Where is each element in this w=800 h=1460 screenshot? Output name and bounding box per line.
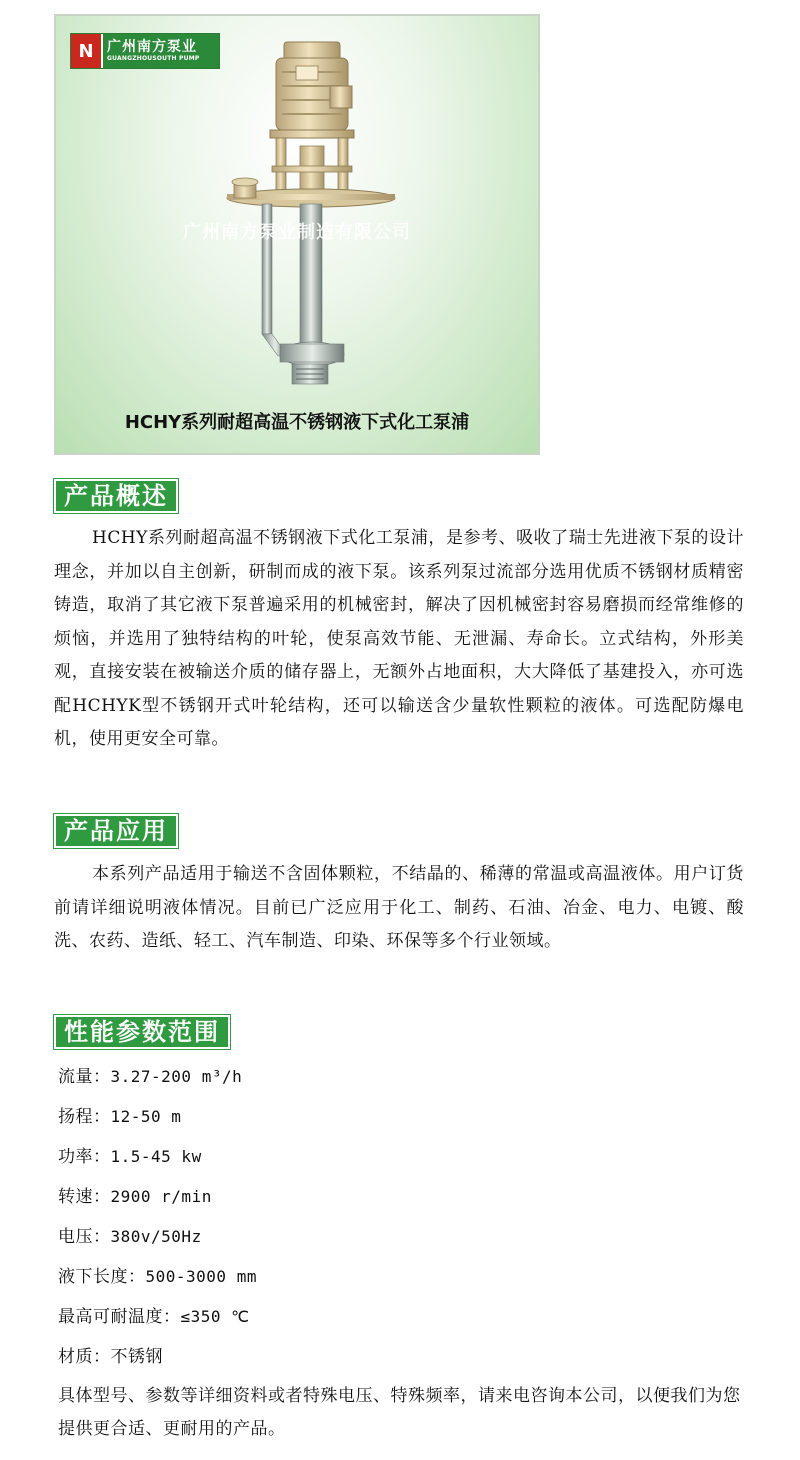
spec-item (58, 1301, 748, 1341)
logo-mark: N (71, 34, 103, 68)
spec-value: 12-50 m (110, 1107, 182, 1126)
contact-note: 具体型号、参数等详细资料或者特殊电压、特殊频率，请来电咨询本公司，以便我们为您提供更合适、更耐用的产品。 (58, 1386, 741, 1439)
product-image-card (54, 14, 540, 455)
spec-label: 转速： (58, 1187, 111, 1207)
spec-value: ≤350 ℃ (180, 1307, 250, 1326)
spec-value: 3.27-200 m³/h (110, 1067, 243, 1086)
spec-item (58, 1221, 748, 1261)
spec-value: 500-3000 mm (145, 1267, 257, 1286)
spec-value: 不锈钢 (110, 1347, 163, 1367)
spec-label: 功率： (58, 1147, 111, 1167)
spec-value: 1.5-45 kw (110, 1147, 202, 1166)
logo-text (103, 34, 219, 68)
spec-item (58, 1101, 748, 1141)
company-logo (70, 33, 220, 69)
application-heading: 产品应用 (54, 814, 178, 848)
spec-label: 扬程： (58, 1107, 111, 1127)
product-caption: HCHY系列耐超高温不锈钢液下式化工泵浦 (124, 412, 470, 433)
specs-heading: 性能参数范围 (54, 1015, 230, 1049)
spec-label: 材质： (58, 1347, 111, 1367)
spec-item (58, 1061, 748, 1101)
spec-list (58, 1061, 748, 1381)
application-text: 本系列产品适用于输送不含固体颗粒，不结晶的、稀薄的常温或高温液体。用户订货前请详细说明液体情况。目前已广泛应用于化工、制药、石油、冶金、电力、电镀、酸洗、农药、造纸、轻工、汽车制造、印染、环保等多个行业领域。 (54, 864, 744, 951)
company-watermark: 广州南方泵业制造有限公司 (183, 222, 411, 243)
overview-heading: 产品概述 (54, 479, 178, 513)
logo-english-name: GUANGZHOUSOUTH PUMP (107, 55, 200, 62)
logo-chinese-name: 广州南方泵业 (107, 39, 197, 55)
spec-item (58, 1181, 748, 1221)
spec-item (58, 1261, 748, 1301)
spec-label: 电压： (58, 1227, 111, 1247)
spec-item (58, 1141, 748, 1181)
spec-label: 最高可耐温度： (58, 1307, 181, 1327)
spec-label: 液下长度： (58, 1267, 146, 1287)
spec-value: 380v/50Hz (110, 1227, 202, 1246)
spec-label: 流量： (58, 1067, 111, 1087)
spec-value: 2900 r/min (110, 1187, 212, 1206)
spec-item (58, 1341, 748, 1381)
overview-text: HCHY系列耐超高温不锈钢液下式化工泵浦，是参考、吸收了瑞士先进液下泵的设计理念，并加以自主创新，研制而成的液下泵。该系列泵过流部分选用优质不锈钢材质精密铸造，取消了其它液下泵普遍采用的机械密封，解决了因机械密封容易磨损而经常维修的烦恼，并选用了独特结构的叶轮，使泵高效节能、无泄漏、寿命长。立式结构，外形美观，直接安装在被输送介质的储存器上，无额外占地面积，大大降低了基建投入，亦可选配HCHYK型不锈钢开式叶轮结构，还可以输送含少量软性颗粒的液体。可选配防爆电机，使用更安全可靠。 (54, 528, 744, 749)
